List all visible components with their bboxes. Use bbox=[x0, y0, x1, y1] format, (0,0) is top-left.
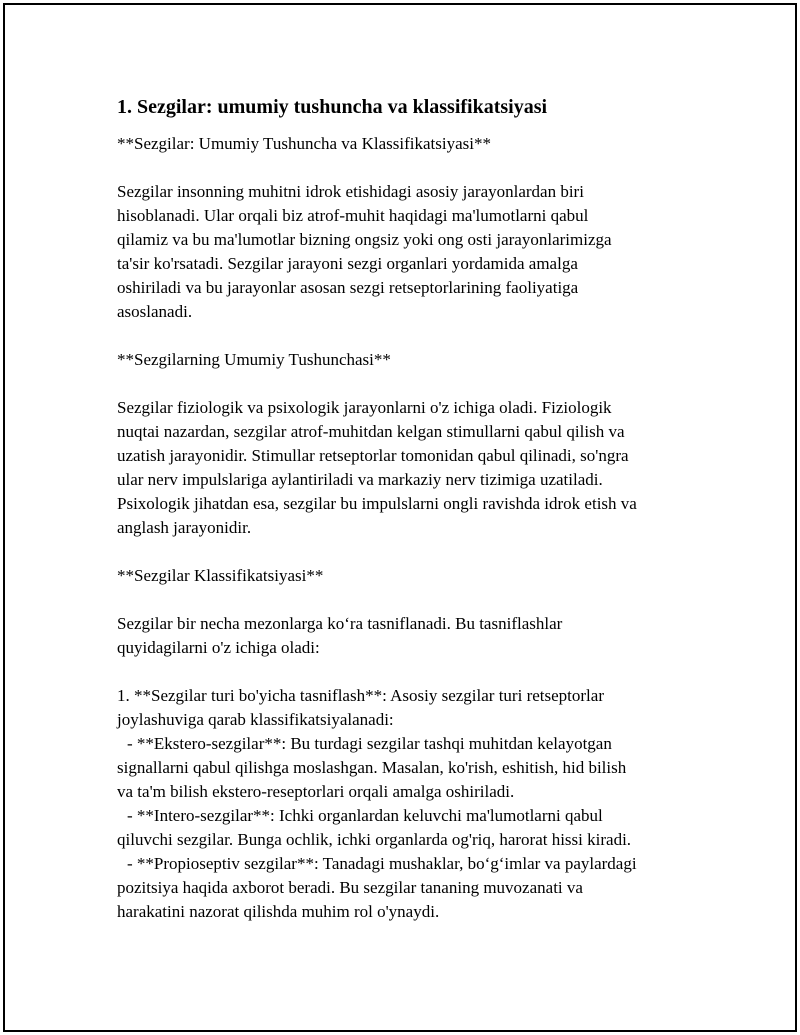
list-line: signallarni qabul qilishga moslashgan. Masalan, ko'rish, eshitish, hid bilish bbox=[117, 758, 627, 777]
general-heading: **Sezgilarning Umumiy Tushunchasi** bbox=[117, 350, 391, 369]
list-item-intero: - **Intero-sezgilar**: Ichki organlardan keluvchi ma'lumotlarni qabul bbox=[127, 806, 603, 825]
text-line: hisoblanadi. Ular orqali biz atrof-muhit haqidagi ma'lumotlarni qabul bbox=[117, 206, 589, 225]
text-line: ular nerv impulslariga aylantiriladi va markaziy nerv tizimiga uzatiladi. bbox=[117, 470, 603, 489]
list-line: pozitsiya haqida axborot beradi. Bu sezgilar tananing muvozanati va bbox=[117, 878, 583, 897]
document-body bbox=[117, 92, 697, 924]
text-line: uzatish jarayonidir. Stimullar retseptorlar tomonidan qabul qilinadi, so'ngra bbox=[117, 446, 629, 465]
intro-paragraph bbox=[117, 180, 697, 324]
text-line: Sezgilar fiziologik va psixologik jarayonlarni o'z ichiga oladi. Fiziologik bbox=[117, 398, 612, 417]
list-item-extero: - **Ekstero-sezgilar**: Bu turdagi sezgilar tashqi muhitdan kelayotgan bbox=[127, 734, 612, 753]
text-line: ta'sir ko'rsatadi. Sezgilar jarayoni sezgi organlari yordamida amalga bbox=[117, 254, 578, 273]
classification-list bbox=[117, 684, 697, 924]
classification-intro bbox=[117, 612, 697, 660]
text-line: anglash jarayonidir. bbox=[117, 518, 252, 537]
document-title: 1. Sezgilar: umumiy tushuncha va klassifikatsiyasi bbox=[117, 96, 548, 118]
list-item-proprio: - **Propioseptiv sezgilar**: Tanadagi mushaklar, bo‘g‘imlar va paylardagi bbox=[127, 854, 637, 873]
text-line: nuqtai nazardan, sezgilar atrof-muhitdan kelgan stimullarni qabul qilish va bbox=[117, 422, 625, 441]
main-heading: **Sezgilar: Umumiy Tushuncha va Klassifikatsiyasi** bbox=[117, 134, 491, 153]
text-line: Sezgilar insonning muhitni idrok etishidagi asosiy jarayonlardan biri bbox=[117, 182, 584, 201]
classification-heading: **Sezgilar Klassifikatsiyasi** bbox=[117, 566, 324, 585]
list-line: va ta'm bilish ekstero-reseptorlari orqali amalga oshiriladi. bbox=[117, 782, 515, 801]
text-line: Sezgilar bir necha mezonlarga ko‘ra tasniflanadi. Bu tasniflashlar bbox=[117, 614, 563, 633]
list-line: harakatini nazorat qilishda muhim rol o'ynaydi. bbox=[117, 902, 440, 921]
text-line: oshiriladi va bu jarayonlar asosan sezgi retseptorlarining faoliyatiga bbox=[117, 278, 579, 297]
list-line: qiluvchi sezgilar. Bunga ochlik, ichki organlarda og'riq, harorat hissi kiradi. bbox=[117, 830, 632, 849]
text-line: quyidagilarni o'z ichiga oladi: bbox=[117, 638, 320, 657]
text-line: qilamiz va bu ma'lumotlar bizning ongsiz yoki ong osti jarayonlarimizga bbox=[117, 230, 612, 249]
list-line: joylashuviga qarab klassifikatsiyalanadi: bbox=[117, 710, 394, 729]
text-line: Psixologik jihatdan esa, sezgilar bu impulslarni ongli ravishda idrok etish va bbox=[117, 494, 637, 513]
general-paragraph bbox=[117, 396, 697, 540]
list-line: 1. **Sezgilar turi bo'yicha tasniflash**: Asosiy sezgilar turi retseptorlar bbox=[117, 686, 604, 705]
text-line: asoslanadi. bbox=[117, 302, 193, 321]
